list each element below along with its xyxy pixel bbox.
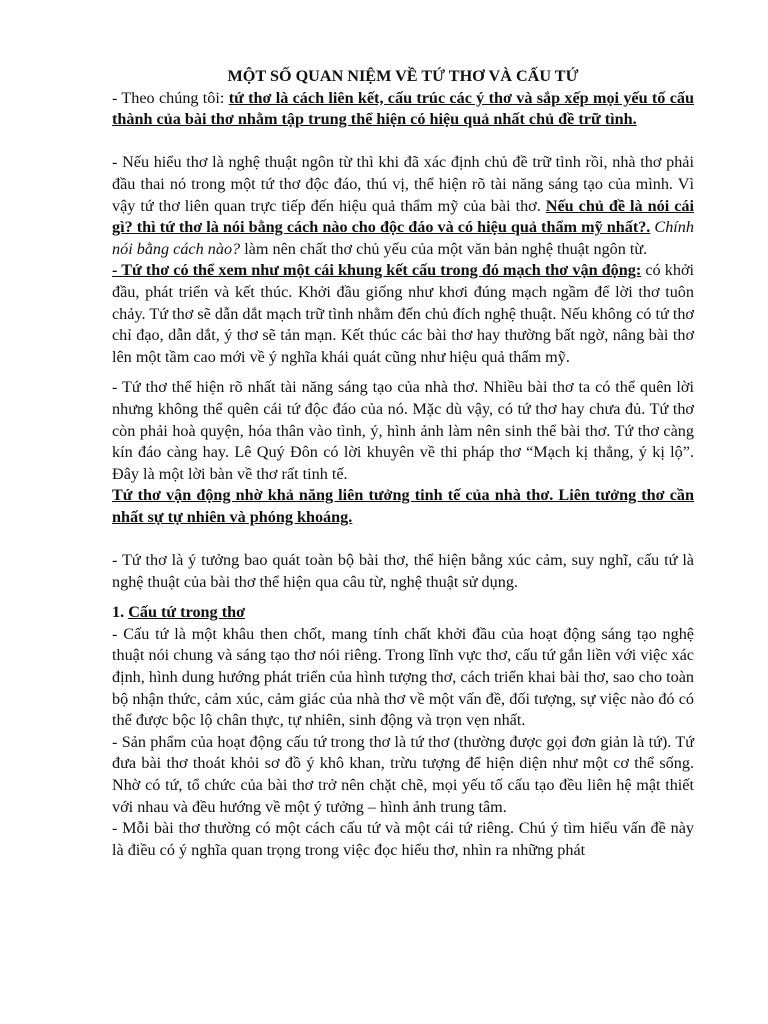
section-number: 1. [112, 603, 129, 622]
p2-bold: Nếu chủ đề là nói cái gì? thì tứ thơ là nói bằng cách nào cho độc đáo và có hiệu quả thẩm mỹ nhất?. [112, 196, 695, 237]
p2-text1: - Nếu hiểu thơ là nghệ thuật ngôn từ thì khi đã xác định chủ đề trữ tình rồi, nhà thơ phải đầu thai nó trong một tứ thơ độc đáo, thú vị, thể hiện rõ tài năng sáng tạo của mình. Vì vậy tứ thơ liên quan trực tiếp đến hiệu quả thẩm mỹ của bài thơ. [112, 153, 694, 215]
paragraph-talent: - Tứ thơ thể hiện rõ nhất tài năng sáng tạo của nhà thơ. Nhiều bài thơ ta có thể quên lời nhưng không thể quên cái tứ độc đáo của nó. Mặc dù vậy, có tứ thơ hay chưa đủ. Tứ thơ còn phải hoà quyện, hóa thân vào tình, ý, hình ảnh làm nên sinh thể bài thơ. Tứ thơ càng kín đáo càng hay. Lê Quý Đôn có lời khuyên về thi pháp thơ “Mạch kị thẳng, ý kị lộ”. Đây là một lời bàn về thơ rất tinh tế. [112, 378, 694, 483]
blank-line [112, 528, 694, 550]
document-title: MỘT SỐ QUAN NIỆM VỀ TỨ THƠ VÀ CẤU TỨ [227, 67, 579, 85]
definition-lead: - Theo chúng tôi: [112, 88, 229, 107]
p2-text2: làm nên chất thơ chủ yếu của một văn bản nghệ thuật ngôn từ. [240, 239, 648, 258]
paragraph-definition [112, 88, 694, 131]
spacer [112, 593, 694, 602]
p2-italic: Chính nói bằng cách nào? [112, 218, 694, 258]
blank-line [112, 131, 694, 153]
section-paragraph-2: - Sản phẩm của hoạt động cấu tứ trong thơ là tứ thơ (thường được gọi đơn giản là tứ). Tứ đưa bài thơ thoát khỏi sơ đồ ý khô khan, trừu tượng để hiện diện như một cơ thể sống. Nhờ có tứ, tổ chức của bài thơ trở nên chặt chẽ, mọi yếu tố cấu tạo đều liên hệ mật thiết với nhau và đều hướng về một ý tưởng – hình ảnh trung tâm. [112, 732, 694, 816]
section-paragraph-3: - Mỗi bài thơ thường có một cách cấu tứ và một cái tứ riêng. Chú ý tìm hiểu vấn đề này là điều có ý nghĩa quan trọng trong việc đọc hiểu thơ, nhìn ra những phát [112, 819, 694, 859]
paragraph-frame-structure [112, 260, 694, 368]
paragraph-art-of-language [112, 152, 694, 260]
spacer [112, 368, 694, 377]
paragraph-idea: - Tứ thơ là ý tưởng bao quát toàn bộ bài thơ, thể hiện bằng xúc cảm, suy nghĩ, cấu tứ là nghệ thuật của bài thơ thể hiện qua câu từ, nghệ thuật sử dụng. [112, 551, 694, 591]
section-heading [112, 602, 694, 624]
definition-bold: tứ thơ là cách liên kết, cấu trúc các ý thơ và sắp xếp mọi yếu tố cấu thành của bài thơ nhằm tập trung thể hiện có hiệu quả nhất chủ đề trữ tình. [112, 88, 694, 129]
p3-text: có khởi đầu, phát triển và kết thúc. Khởi đầu giống như khơi đúng mạch ngầm để lời thơ tuôn chảy. Tứ thơ sẽ dẫn dắt mạch trữ tình nhằm đến chủ đích nghệ thuật. Nếu không có tứ thơ chỉ đạo, dẫn dắt, ý thơ sẽ tản mạn. Kết thúc các bài thơ hay thường bất ngờ, nâng bài thơ lên một tầm cao mới về ý nghĩa khái quát cũng như hiệu quả thẩm mỹ. [112, 261, 694, 366]
section-paragraph-1: - Cấu tứ là một khâu then chốt, mang tính chất khởi đầu của hoạt động sáng tạo nghệ thuật nói chung và sáng tạo thơ nói riêng. Trong lĩnh vực thơ, cấu tứ gắn liền với việc xác định, hình dung hướng phát triển của hình tượng thơ, cách triển khai bài thơ, sao cho toàn bộ nhận thức, cảm xúc, cảm giác của nhà thơ về một vấn đề, đối tượng, sự việc nào đó có thể được bộc lộ chân thực, tự nhiên, sinh động và trọn vẹn nhất. [112, 624, 694, 730]
section-title: Cấu tứ trong thơ [128, 603, 246, 622]
p3-bold: - Tứ thơ có thể xem như một cái khung kết cấu trong đó mạch thơ vận động: [112, 261, 642, 280]
document-page [112, 66, 694, 861]
paragraph-association: Tứ thơ vận động nhờ khả năng liên tưởng tinh tế của nhà thơ. Liên tưởng thơ cần nhất sự tự nhiên và phóng khoáng. [112, 486, 694, 526]
